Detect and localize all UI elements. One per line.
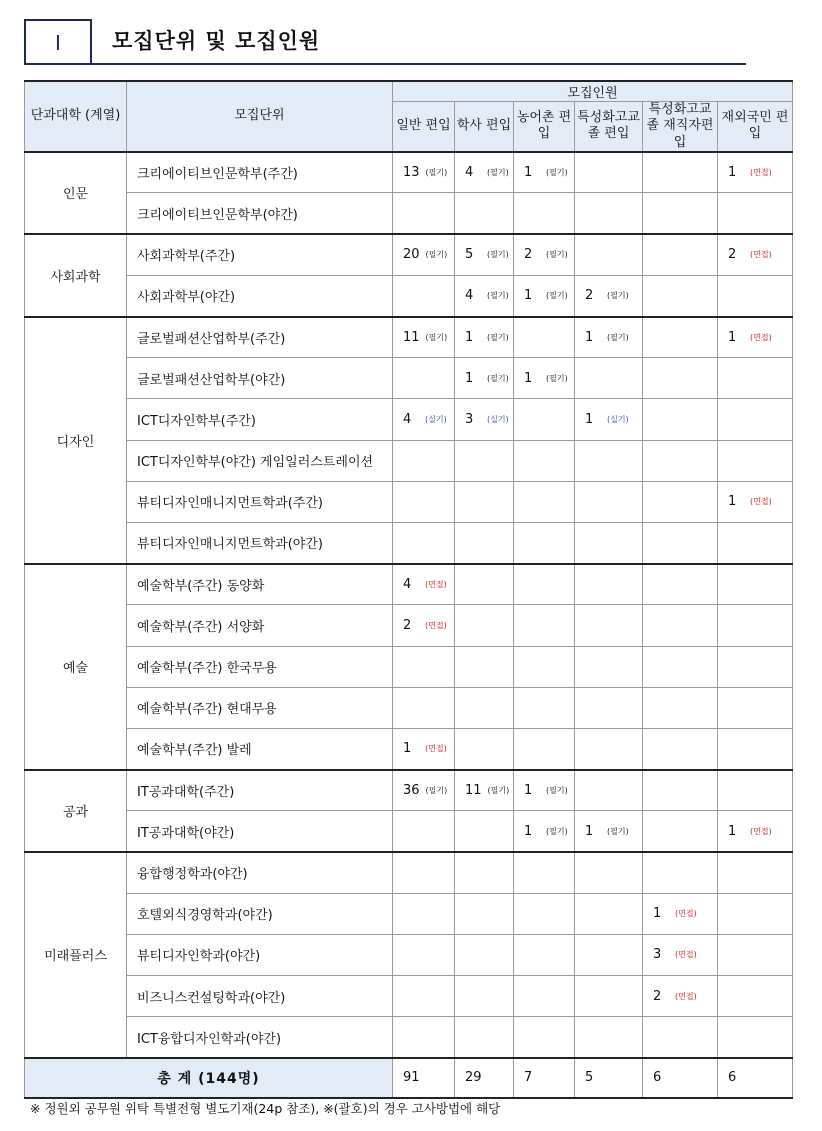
count-cell — [643, 605, 718, 646]
exam-method-label: (필기) — [425, 785, 448, 795]
count-cell — [514, 893, 575, 934]
count-value: 20 — [403, 247, 420, 263]
count-cell — [393, 687, 455, 728]
exam-method-label: (면접) — [675, 991, 697, 1001]
count-cell — [514, 481, 575, 522]
count-cell — [575, 440, 643, 481]
total-row — [25, 1058, 793, 1098]
exam-method-label: (면접) — [425, 620, 447, 630]
exam-method-label: (필기) — [546, 373, 568, 383]
exam-method-label: (필기) — [487, 785, 510, 795]
count-value: 1 — [585, 411, 594, 427]
section-underline — [24, 63, 746, 65]
table-row — [25, 934, 793, 975]
unit-name: ICT디자인학부(야간) 게임일러스트레이션 — [127, 440, 393, 481]
count-value: 36 — [403, 782, 420, 798]
count-cell — [575, 728, 643, 769]
count-cell — [514, 934, 575, 975]
exam-method-label: (면접) — [750, 826, 772, 836]
count-cell — [643, 728, 718, 769]
exam-method-label: (필기) — [546, 291, 568, 301]
count-cell — [455, 152, 514, 193]
count-cell — [455, 234, 514, 275]
count-cell — [393, 1017, 455, 1058]
count-cell — [718, 893, 793, 934]
count-cell — [393, 852, 455, 893]
recruit-count-header: 모집인원 — [393, 81, 793, 102]
count-cell — [575, 152, 643, 193]
type-column-header: 특성화고교졸 재직자편입 — [643, 102, 718, 152]
count-cell — [393, 522, 455, 563]
table-row — [25, 234, 793, 275]
count-cell — [575, 275, 643, 316]
count-cell — [393, 440, 455, 481]
count-value: 1 — [524, 288, 533, 304]
exam-method-label: (필기) — [425, 250, 448, 260]
unit-name: 사회과학부(주간) — [127, 234, 393, 275]
count-value: 1 — [728, 823, 737, 839]
count-cell — [514, 399, 575, 440]
table-row — [25, 1017, 793, 1058]
count-cell — [455, 976, 514, 1017]
count-cell — [575, 481, 643, 522]
exam-method-label: (면접) — [750, 168, 772, 178]
count-cell — [455, 852, 514, 893]
unit-name: 글로벌패션산업학부(야간) — [127, 358, 393, 399]
count-cell — [718, 852, 793, 893]
count-cell — [455, 275, 514, 316]
count-cell — [575, 399, 643, 440]
count-cell — [718, 728, 793, 769]
count-cell — [643, 317, 718, 358]
unit-name: 크리에이티브인문학부(야간) — [127, 193, 393, 234]
count-cell — [718, 317, 793, 358]
exam-method-label: (실기) — [425, 414, 447, 424]
count-value: 1 — [728, 329, 737, 345]
count-cell — [455, 358, 514, 399]
total-value: 5 — [575, 1058, 643, 1098]
count-cell — [718, 522, 793, 563]
count-cell — [455, 811, 514, 852]
count-cell — [643, 976, 718, 1017]
count-cell — [718, 399, 793, 440]
exam-method-label: (면접) — [750, 250, 772, 260]
count-cell — [643, 358, 718, 399]
count-cell — [393, 893, 455, 934]
count-cell — [393, 934, 455, 975]
exam-method-label: (필기) — [607, 826, 629, 836]
count-cell — [514, 193, 575, 234]
count-cell — [718, 234, 793, 275]
count-cell — [455, 317, 514, 358]
count-cell — [575, 1017, 643, 1058]
count-cell — [575, 852, 643, 893]
unit-name: 예술학부(주간) 현대무용 — [127, 687, 393, 728]
count-cell — [514, 234, 575, 275]
exam-method-label: (필기) — [607, 291, 629, 301]
table-row — [25, 893, 793, 934]
count-value: 1 — [465, 329, 474, 345]
unit-name: 글로벌패션산업학부(주간) — [127, 317, 393, 358]
count-cell — [514, 152, 575, 193]
count-cell — [514, 770, 575, 811]
table-row — [25, 852, 793, 893]
count-cell — [643, 481, 718, 522]
count-cell — [393, 152, 455, 193]
type-column-header: 농어촌 편입 — [514, 102, 575, 152]
exam-method-label: (면접) — [750, 332, 772, 342]
count-cell — [514, 852, 575, 893]
count-cell — [718, 646, 793, 687]
count-value: 4 — [465, 288, 474, 304]
count-cell — [393, 728, 455, 769]
total-value: 7 — [514, 1058, 575, 1098]
exam-method-label: (필기) — [487, 332, 509, 342]
count-cell — [455, 770, 514, 811]
unit-column-header: 모집단위 — [127, 81, 393, 152]
table-row — [25, 564, 793, 605]
table-row — [25, 358, 793, 399]
count-cell — [455, 687, 514, 728]
count-cell — [514, 358, 575, 399]
unit-name: IT공과대학(주간) — [127, 770, 393, 811]
exam-method-label: (필기) — [487, 291, 509, 301]
exam-method-label: (필기) — [487, 250, 509, 260]
exam-method-label: (필기) — [607, 332, 629, 342]
exam-method-label: (면접) — [425, 579, 447, 589]
count-value: 1 — [585, 823, 594, 839]
count-cell — [643, 152, 718, 193]
count-cell — [643, 234, 718, 275]
count-cell — [575, 358, 643, 399]
count-cell — [718, 358, 793, 399]
count-cell — [393, 399, 455, 440]
count-value: 1 — [728, 494, 737, 510]
count-cell — [393, 605, 455, 646]
section-title: 모집단위 및 모집인원 — [112, 29, 321, 53]
unit-name: 예술학부(주간) 발레 — [127, 728, 393, 769]
count-cell — [718, 193, 793, 234]
count-cell — [718, 811, 793, 852]
count-cell — [575, 646, 643, 687]
exam-method-label: (필기) — [425, 332, 448, 342]
count-cell — [643, 770, 718, 811]
table-row — [25, 976, 793, 1017]
unit-name: ICT융합디자인학과(야간) — [127, 1017, 393, 1058]
count-cell — [643, 687, 718, 728]
count-cell — [643, 811, 718, 852]
count-value: 4 — [465, 165, 474, 181]
recruitment-table — [24, 80, 793, 1099]
college-name: 디자인 — [25, 317, 127, 564]
count-value: 1 — [585, 329, 594, 345]
college-name: 예술 — [25, 564, 127, 770]
count-value: 1 — [524, 165, 533, 181]
count-cell — [575, 605, 643, 646]
exam-method-label: (실기) — [487, 414, 509, 424]
count-cell — [514, 976, 575, 1017]
college-name: 미래플러스 — [25, 852, 127, 1058]
count-cell — [514, 275, 575, 316]
total-value: 29 — [455, 1058, 514, 1098]
type-column-header: 일반 편입 — [393, 102, 455, 152]
section-number: Ⅰ — [24, 19, 92, 65]
exam-method-label: (필기) — [546, 168, 568, 178]
table-row — [25, 481, 793, 522]
count-cell — [514, 687, 575, 728]
unit-name: 예술학부(주간) 동양화 — [127, 564, 393, 605]
count-value: 11 — [403, 329, 420, 345]
unit-name: 뷰티디자인매니지먼트학과(주간) — [127, 481, 393, 522]
count-cell — [455, 399, 514, 440]
count-cell — [643, 275, 718, 316]
count-cell — [393, 564, 455, 605]
table-row — [25, 522, 793, 563]
count-cell — [718, 976, 793, 1017]
count-cell — [643, 440, 718, 481]
unit-name: 융합행정학과(야간) — [127, 852, 393, 893]
count-cell — [455, 193, 514, 234]
table-row — [25, 728, 793, 769]
count-cell — [643, 193, 718, 234]
count-cell — [575, 811, 643, 852]
unit-name: 호텔외식경영학과(야간) — [127, 893, 393, 934]
exam-method-label: (실기) — [607, 414, 629, 424]
table-row — [25, 317, 793, 358]
exam-method-label: (면접) — [675, 950, 697, 960]
section-header — [24, 19, 746, 65]
table-row — [25, 687, 793, 728]
count-cell — [718, 605, 793, 646]
count-value: 1 — [653, 906, 662, 922]
exam-method-label: (면접) — [425, 744, 447, 754]
exam-method-label: (필기) — [546, 250, 568, 260]
count-value: 1 — [465, 370, 474, 386]
exam-method-label: (면접) — [750, 497, 772, 507]
unit-name: IT공과대학(야간) — [127, 811, 393, 852]
count-cell — [643, 934, 718, 975]
type-column-header: 특성화고교졸 편입 — [575, 102, 643, 152]
count-cell — [455, 440, 514, 481]
count-cell — [643, 646, 718, 687]
count-cell — [643, 852, 718, 893]
count-cell — [718, 481, 793, 522]
count-cell — [455, 564, 514, 605]
count-cell — [718, 1017, 793, 1058]
count-cell — [575, 934, 643, 975]
count-cell — [718, 934, 793, 975]
count-cell — [514, 646, 575, 687]
count-cell — [514, 317, 575, 358]
count-cell — [718, 440, 793, 481]
count-value: 2 — [524, 247, 533, 263]
count-value: 1 — [524, 782, 533, 798]
table-row — [25, 152, 793, 193]
count-value: 3 — [465, 411, 474, 427]
total-value: 6 — [718, 1058, 793, 1098]
type-column-header: 학사 편입 — [455, 102, 514, 152]
count-cell — [393, 811, 455, 852]
count-value: 4 — [403, 411, 412, 427]
unit-name: 비즈니스컨설팅학과(야간) — [127, 976, 393, 1017]
unit-name: 뷰티디자인학과(야간) — [127, 934, 393, 975]
count-value: 4 — [403, 576, 412, 592]
count-cell — [393, 481, 455, 522]
unit-name: 뷰티디자인매니지먼트학과(야간) — [127, 522, 393, 563]
type-column-header: 재외국민 편입 — [718, 102, 793, 152]
count-cell — [514, 605, 575, 646]
unit-name: 사회과학부(야간) — [127, 275, 393, 316]
count-cell — [575, 317, 643, 358]
exam-method-label: (필기) — [546, 826, 568, 836]
exam-method-label: (필기) — [487, 373, 509, 383]
count-value: 1 — [524, 823, 533, 839]
count-cell — [575, 193, 643, 234]
count-cell — [514, 811, 575, 852]
count-cell — [575, 770, 643, 811]
count-cell — [455, 893, 514, 934]
count-cell — [455, 605, 514, 646]
count-cell — [455, 934, 514, 975]
count-value: 5 — [465, 247, 474, 263]
count-cell — [455, 522, 514, 563]
college-name: 사회과학 — [25, 234, 127, 316]
exam-method-label: (필기) — [546, 785, 568, 795]
count-cell — [643, 564, 718, 605]
table-row — [25, 770, 793, 811]
count-cell — [393, 358, 455, 399]
count-cell — [643, 522, 718, 563]
unit-name: 예술학부(주간) 서양화 — [127, 605, 393, 646]
count-cell — [643, 399, 718, 440]
footnote: ※ 정원외 공무원 위탁 특별전형 별도기재(24p 참조), ※(괄호)의 경우 고사방법에 해당 — [30, 1101, 501, 1116]
count-cell — [514, 522, 575, 563]
count-cell — [455, 728, 514, 769]
count-cell — [393, 770, 455, 811]
count-cell — [514, 1017, 575, 1058]
count-value: 13 — [403, 165, 420, 181]
count-value: 11 — [465, 782, 482, 798]
count-cell — [643, 1017, 718, 1058]
count-cell — [393, 234, 455, 275]
count-cell — [575, 976, 643, 1017]
count-cell — [455, 481, 514, 522]
count-value: 2 — [585, 288, 594, 304]
count-cell — [393, 976, 455, 1017]
count-cell — [575, 522, 643, 563]
count-value: 2 — [653, 988, 662, 1004]
college-name: 인문 — [25, 152, 127, 234]
count-cell — [718, 770, 793, 811]
total-value: 6 — [643, 1058, 718, 1098]
table-row — [25, 399, 793, 440]
count-cell — [575, 893, 643, 934]
table-row — [25, 605, 793, 646]
table-row — [25, 811, 793, 852]
unit-name: 예술학부(주간) 한국무용 — [127, 646, 393, 687]
count-value: 2 — [728, 247, 737, 263]
count-value: 2 — [403, 617, 412, 633]
count-cell — [514, 440, 575, 481]
count-value: 3 — [653, 947, 662, 963]
count-cell — [718, 275, 793, 316]
count-cell — [718, 152, 793, 193]
total-label: 총 계 (144명) — [25, 1058, 393, 1098]
count-cell — [575, 234, 643, 275]
total-value: 91 — [393, 1058, 455, 1098]
college-name: 공과 — [25, 770, 127, 852]
count-cell — [718, 687, 793, 728]
count-cell — [718, 564, 793, 605]
exam-method-label: (필기) — [425, 168, 448, 178]
count-cell — [643, 893, 718, 934]
exam-method-label: (필기) — [487, 168, 509, 178]
count-cell — [393, 317, 455, 358]
count-cell — [393, 275, 455, 316]
unit-name: ICT디자인학부(주간) — [127, 399, 393, 440]
count-cell — [455, 1017, 514, 1058]
exam-method-label: (면접) — [675, 909, 697, 919]
unit-name: 크리에이티브인문학부(주간) — [127, 152, 393, 193]
count-cell — [514, 564, 575, 605]
table-row — [25, 646, 793, 687]
count-cell — [455, 646, 514, 687]
count-value: 1 — [403, 741, 412, 757]
table-row — [25, 275, 793, 316]
count-value: 1 — [524, 370, 533, 386]
college-column-header: 단과대학 (계열) — [25, 81, 127, 152]
count-cell — [393, 193, 455, 234]
count-cell — [575, 564, 643, 605]
count-cell — [393, 646, 455, 687]
table-row — [25, 440, 793, 481]
count-value: 1 — [728, 165, 737, 181]
table-row — [25, 193, 793, 234]
count-cell — [514, 728, 575, 769]
count-cell — [575, 687, 643, 728]
